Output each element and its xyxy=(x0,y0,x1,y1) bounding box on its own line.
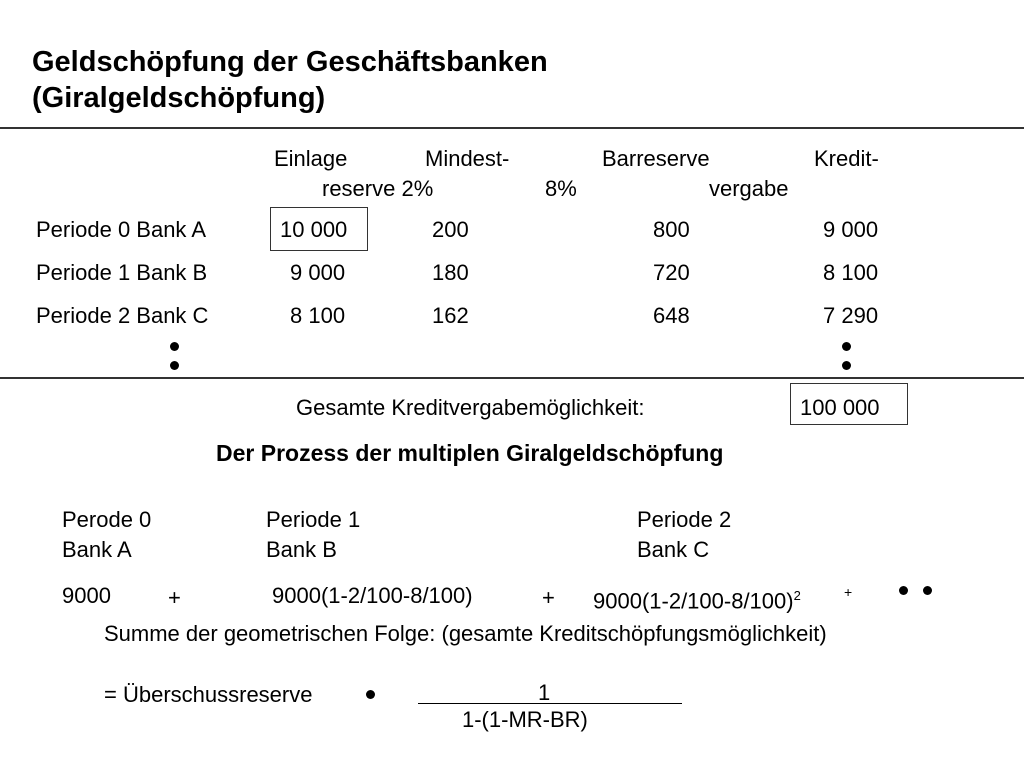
formula-plus-small: + xyxy=(844,584,853,600)
cell-bar: 720 xyxy=(653,260,690,285)
cell-mindest: 180 xyxy=(432,260,469,285)
header-mindest-line2: reserve 2% xyxy=(322,176,434,201)
cell-bar: 648 xyxy=(653,303,690,328)
header-barreserve-line2: 8% xyxy=(545,176,577,201)
total-label: Gesamte Kreditvergabemöglichkeit: xyxy=(296,395,645,420)
continuation-dot-icon xyxy=(170,342,179,351)
process-period: Periode 1 xyxy=(266,507,361,532)
fraction-line xyxy=(418,703,682,704)
cell-einlage: 8 100 xyxy=(290,303,346,328)
cell-einlage: 10 000 xyxy=(280,217,348,242)
continuation-dot-icon xyxy=(842,342,851,351)
process-period: Perode 0 xyxy=(62,507,152,532)
header-kredit-line1: Kredit- xyxy=(814,146,879,171)
header-mindest-line1: Mindest- xyxy=(425,146,510,171)
fraction-numerator: 1 xyxy=(538,680,551,705)
formula-plus: + xyxy=(542,585,555,610)
header-kredit-line2: vergabe xyxy=(709,176,789,201)
formula-term-3: $9000(1-2/100-8/100)^2$ xyxy=(593,588,801,614)
cell-bar: 800 xyxy=(653,217,690,242)
sum-text: Summe der geometrischen Folge: (gesamte Kreditschöpfungsmöglichkeit) xyxy=(104,621,827,646)
equals-text: = Überschussreserve xyxy=(104,682,313,707)
ellipsis-dot-icon xyxy=(923,586,932,595)
continuation-dot-icon xyxy=(842,361,851,370)
cell-mindest: 200 xyxy=(432,217,469,242)
title-line-2: (Giralgeldschöpfung) xyxy=(32,82,326,114)
formula-plus: + xyxy=(168,585,181,610)
ellipsis-dot-icon xyxy=(899,586,908,595)
continuation-dot-icon xyxy=(170,361,179,370)
process-period: Periode 2 xyxy=(637,507,732,532)
process-bank: Bank C xyxy=(637,537,710,562)
total-value: 100 000 xyxy=(800,395,880,420)
fraction-denominator: 1-(1-MR-BR) xyxy=(462,707,588,732)
formula-term-2: 9000(1-2/100-8/100) xyxy=(272,583,473,608)
cell-einlage: 9 000 xyxy=(290,260,346,285)
formula-exponent: 2 xyxy=(793,588,801,603)
title-line-1: Geldschöpfung der Geschäftsbanken xyxy=(32,46,548,78)
cell-kredit: 9 000 xyxy=(823,217,879,242)
row-label: Periode 1 Bank B xyxy=(36,260,208,285)
cell-mindest: 162 xyxy=(432,303,469,328)
cell-kredit: 8 100 xyxy=(823,260,879,285)
header-barreserve-line1: Barreserve xyxy=(602,146,710,171)
row-label: Periode 0 Bank A xyxy=(36,217,207,242)
cell-kredit: 7 290 xyxy=(823,303,879,328)
process-heading: Der Prozess der multiplen Giralgeldschöpfung xyxy=(216,440,724,466)
row-label: Periode 2 Bank C xyxy=(36,303,209,328)
multiply-dot-icon xyxy=(366,690,375,699)
process-bank: Bank B xyxy=(266,537,337,562)
formula-term-1: 9000 xyxy=(62,583,111,608)
process-bank: Bank A xyxy=(62,537,132,562)
page-title xyxy=(32,44,548,116)
middle-divider xyxy=(0,377,1024,379)
top-divider xyxy=(0,127,1024,129)
header-einlage: Einlage xyxy=(274,146,348,171)
